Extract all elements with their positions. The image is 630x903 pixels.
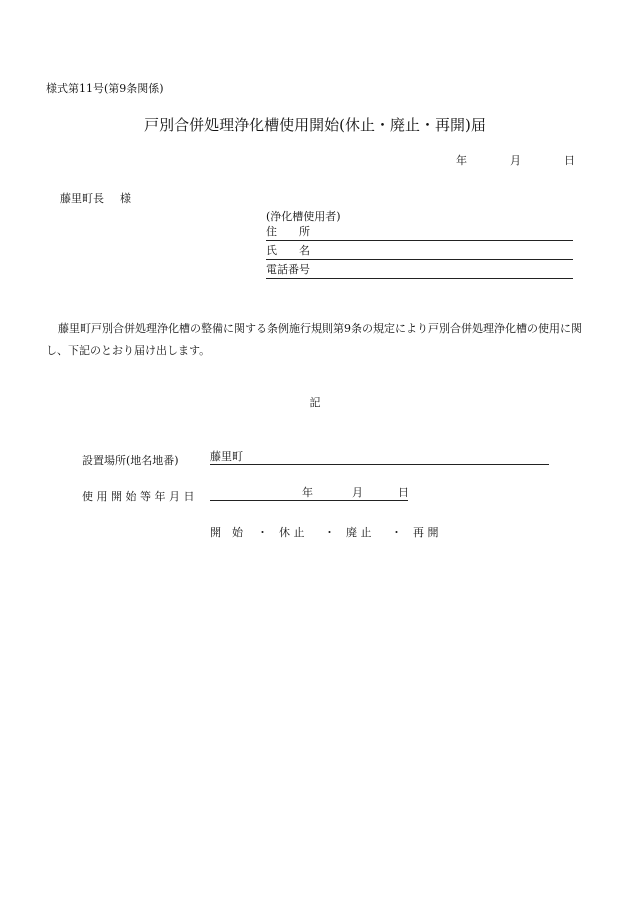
option-separator: ・: [324, 526, 335, 539]
applicant-name-label: 氏 名: [266, 244, 310, 257]
applicant-name-field[interactable]: [266, 243, 573, 260]
date-day-label: 日: [564, 154, 575, 167]
addressee-name: 藤里町長: [60, 192, 104, 205]
submission-date: [456, 152, 575, 168]
start-date-month-label: 月: [352, 486, 363, 499]
start-date-day-label: 日: [398, 486, 409, 499]
body-text: 藤里町戸別合併処理浄化槽の整備に関する条例施行規則第9条の規定により戸別合併処理浄化槽の使用に関し、下記のとおり届け出します。: [46, 322, 582, 357]
place-field[interactable]: [210, 450, 549, 465]
form-number: 様式第11号(第9条関係): [46, 82, 164, 95]
start-date-field[interactable]: [210, 486, 408, 501]
start-date-label: 使 用 開 始 等 年 月 日: [82, 490, 195, 503]
start-date-year-label: 年: [302, 486, 313, 499]
addressee-honorific: 様: [120, 192, 131, 205]
option-resume[interactable]: 再 開: [413, 526, 439, 539]
option-separator: ・: [391, 526, 402, 539]
applicant-caption: (浄化槽使用者): [266, 210, 341, 223]
applicant-address-label: 住 所: [266, 225, 310, 238]
option-abolish[interactable]: 廃 止: [346, 526, 372, 539]
place-value: 藤里町: [210, 450, 243, 463]
applicant-phone-field[interactable]: [266, 262, 573, 279]
option-suspend[interactable]: 休 止: [279, 526, 305, 539]
place-label: 設置場所(地名地番): [82, 454, 179, 467]
applicant-phone-label: 電話番号: [266, 263, 310, 276]
option-separator: ・: [257, 526, 268, 539]
option-start[interactable]: 開 始: [210, 526, 243, 539]
document-title: 戸別合併処理浄化槽使用開始(休止・廃止・再開)届: [144, 116, 486, 134]
date-year-label: 年: [456, 154, 467, 167]
addressee: [60, 190, 131, 206]
applicant-address-field[interactable]: [266, 224, 573, 241]
status-options: [210, 524, 447, 540]
ki-heading: 記: [309, 396, 321, 409]
date-month-label: 月: [510, 154, 521, 167]
